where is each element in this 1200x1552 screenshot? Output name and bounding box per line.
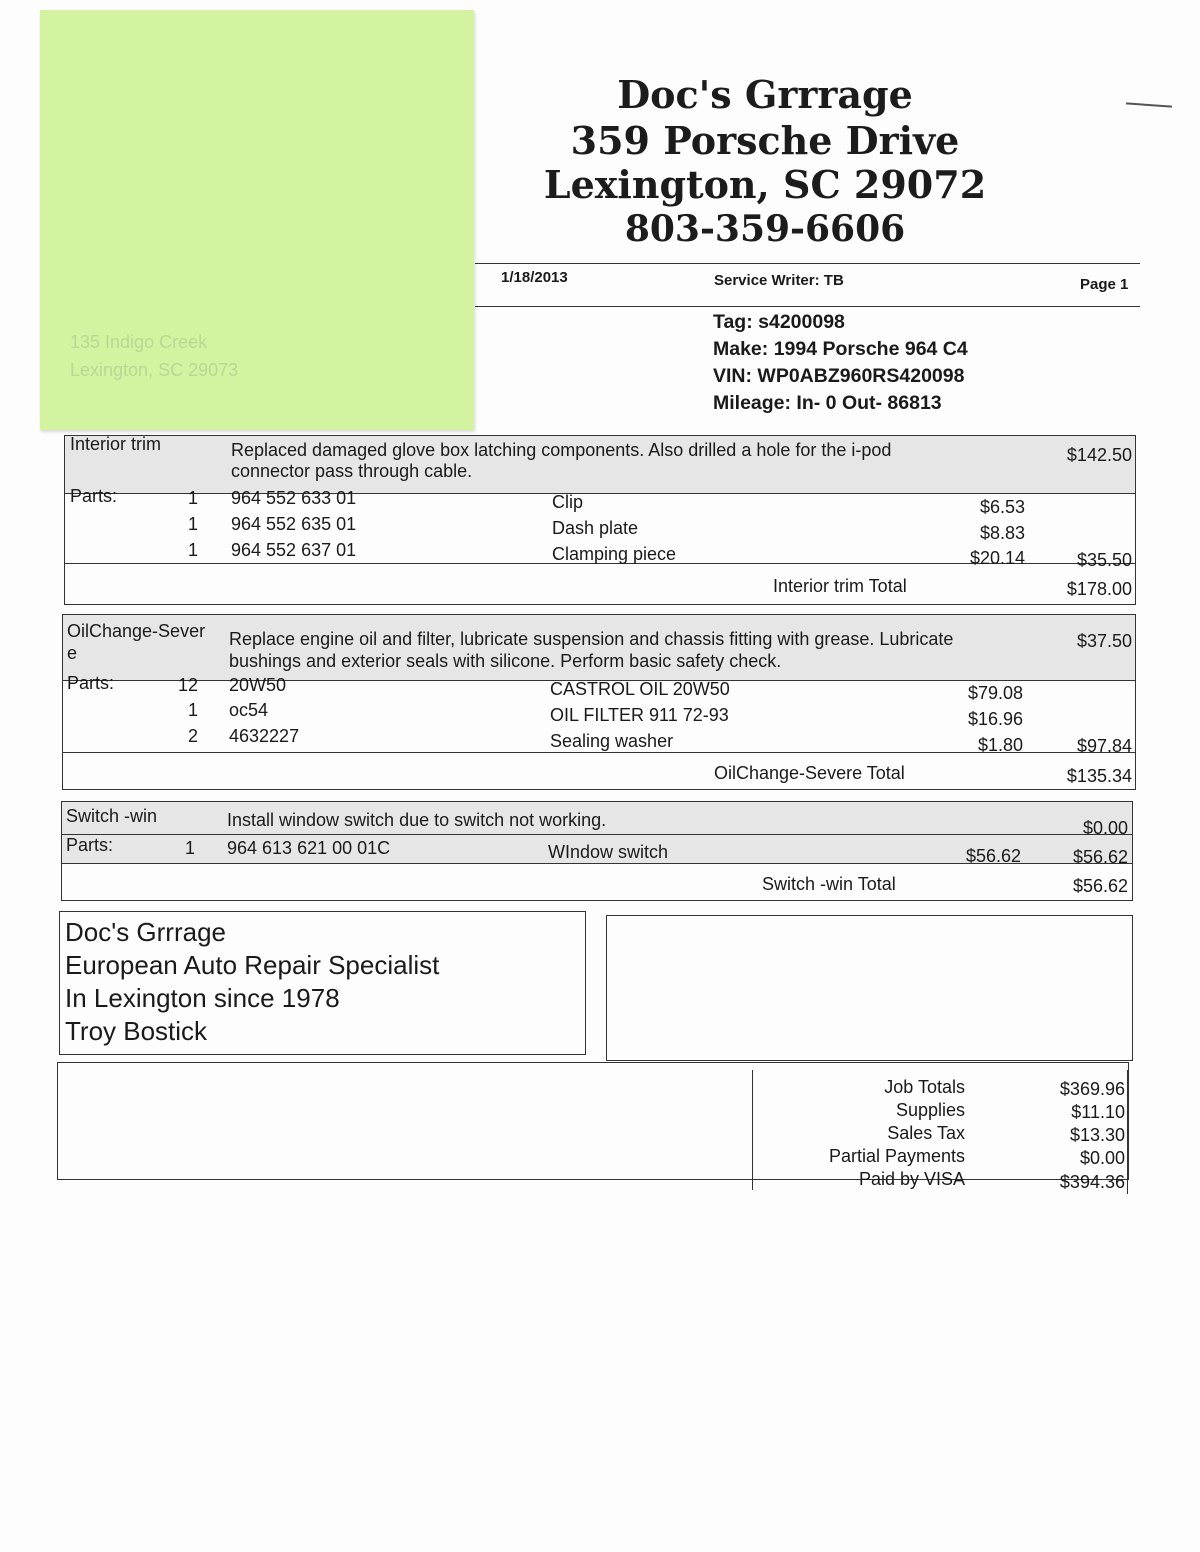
parts-label: Parts: <box>66 835 114 855</box>
job-labor: $0.00 <box>1082 818 1128 838</box>
job-labor: $37.50 <box>1076 631 1132 651</box>
shop-info-name: Doc's Grrrage <box>65 917 227 947</box>
part-qty: 1 <box>184 838 195 858</box>
part-number: oc54 <box>229 700 269 720</box>
summary-value: $369.96 <box>1059 1079 1125 1099</box>
part-qty: 1 <box>187 514 198 534</box>
part-number: 20W50 <box>229 675 287 695</box>
part-description: WIndow switch <box>548 842 669 862</box>
blank-notes-box <box>606 915 1133 1061</box>
job-description: Install window switch due to switch not working. <box>227 810 607 830</box>
job-total: $56.62 <box>1072 876 1128 896</box>
job-name: Switch -win <box>66 806 158 826</box>
vehicle-tag: Tag: s4200098 <box>713 311 845 333</box>
summary-label: Sales Tax <box>887 1123 965 1143</box>
part-qty: 1 <box>187 700 198 720</box>
parts-label: Parts: <box>67 673 115 693</box>
summary-value: $11.10 <box>1071 1102 1125 1122</box>
part-qty: 2 <box>187 726 198 746</box>
sticky-note <box>40 10 474 430</box>
job-total-label: Switch -win Total <box>762 874 896 894</box>
summary-label: Supplies <box>895 1100 965 1120</box>
shop-info-tagline: European Auto Repair Specialist <box>65 950 440 980</box>
summary-value: $0.00 <box>1079 1148 1125 1168</box>
invoice-date: 1/18/2013 <box>501 269 568 286</box>
part-qty: 12 <box>177 675 198 695</box>
part-qty: 1 <box>187 540 198 560</box>
vehicle-make: Make: 1994 Porsche 964 C4 <box>713 338 968 360</box>
part-price: $20.14 <box>969 548 1025 568</box>
part-price: $6.53 <box>979 497 1025 517</box>
parts-label: Parts: <box>70 486 118 506</box>
parts-total: $35.50 <box>1076 550 1132 570</box>
job-description: connector pass through cable. <box>231 461 473 481</box>
page-number: Page 1 <box>1080 276 1129 293</box>
job-total-label: Interior trim Total <box>773 576 907 596</box>
part-description: CASTROL OIL 20W50 <box>550 679 730 699</box>
job-name: e <box>67 643 78 663</box>
part-price: $1.80 <box>977 735 1023 755</box>
job-total: $178.00 <box>1066 579 1132 599</box>
shop-city: Lexington, SC 29072 <box>543 162 987 207</box>
summary-label: Partial Payments <box>828 1146 965 1166</box>
shop-name: Doc's Grrrage <box>617 72 913 117</box>
job-name: Interior trim <box>70 434 162 454</box>
job-description: Replace engine oil and filter, lubricate suspension and chassis fitting with grease. Lubricate <box>229 629 954 649</box>
sticky-ghost-city: Lexington, SC 29073 <box>70 360 239 380</box>
part-price: $8.83 <box>979 523 1025 543</box>
part-number: 4632227 <box>229 726 300 746</box>
part-price: $79.08 <box>967 683 1023 703</box>
part-description: Sealing washer <box>550 731 674 751</box>
summary-value: $13.30 <box>1069 1125 1125 1145</box>
part-price: $56.62 <box>965 846 1021 866</box>
summary-label: Job Totals <box>884 1077 965 1097</box>
shop-info-box <box>59 911 586 1055</box>
summary-value: $394.36 <box>1059 1172 1125 1192</box>
parts-total: $97.84 <box>1076 736 1132 756</box>
vehicle-vin: VIN: WP0ABZ960RS420098 <box>713 365 965 387</box>
shop-phone: 803-359-6606 <box>624 208 906 250</box>
shop-street: 359 Porsche Drive <box>570 118 960 163</box>
part-number: 964 552 635 01 <box>231 514 357 534</box>
part-number: 964 613 621 00 01C <box>227 838 391 858</box>
part-description: Clamping piece <box>552 544 677 564</box>
summary-box <box>57 1062 1129 1180</box>
vehicle-mileage: Mileage: In- 0 Out- 86813 <box>713 392 942 414</box>
job-total-label: OilChange-Severe Total <box>714 763 905 783</box>
sticky-ghost-address: 135 Indigo Creek <box>70 332 208 352</box>
part-description: OIL FILTER 911 72-93 <box>550 705 729 725</box>
shop-info-owner: Troy Bostick <box>65 1016 208 1046</box>
part-number: 964 552 637 01 <box>231 540 357 560</box>
shop-info-since: In Lexington since 1978 <box>65 983 340 1013</box>
job-description: bushings and exterior seals with silicone. Perform basic safety check. <box>229 651 782 671</box>
job-total: $135.34 <box>1066 766 1132 786</box>
job-labor: $142.50 <box>1066 445 1132 465</box>
part-number: 964 552 633 01 <box>231 488 357 508</box>
summary-label: Paid by VISA <box>858 1169 965 1189</box>
service-writer: Service Writer: TB <box>714 272 844 289</box>
job-description: Replaced damaged glove box latching components. Also drilled a hole for the i-pod <box>231 440 892 460</box>
part-qty: 1 <box>187 488 198 508</box>
part-price: $16.96 <box>967 709 1023 729</box>
part-description: Dash plate <box>552 518 639 538</box>
job-name: OilChange-Sever <box>67 621 206 641</box>
parts-total: $56.62 <box>1072 847 1128 867</box>
part-description: Clip <box>552 492 584 512</box>
